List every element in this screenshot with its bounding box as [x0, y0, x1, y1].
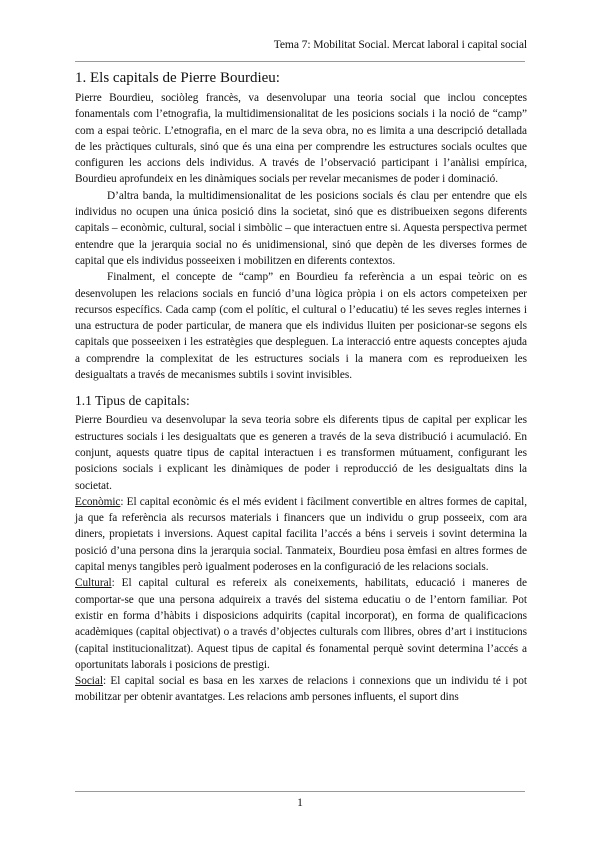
paragraph-field: Finalment, el concepte de “camp” en Bourdieu fa referència a un espai teòric on es desenvolupen les relacions socials en funció d’una lògica pròpia i on els actors competeixen per recursos específics. Cada camp (com el polític, el cultural o l’educatiu) té les seves regles internes i una estructura de poder particular, de manera que els individus lluiten per posicionar-se segons els capitals que posseeixen i les estratègies que despleguen. La interacció entre aquests conceptes ajuda a comprendre la complexitat de les estructures socials i la manera com es reprodueixen les desigualtats a través de mecanismes subtils i sovint invisibles. [75, 271, 527, 382]
footer-divider [75, 791, 525, 792]
capital-economic-item [75, 494, 527, 575]
definition-cultural: : El capital cultural es refereix als coneixements, habilitats, educació i maneres de comportar-se que una persona adquireix a través del sistema educatiu o de l’entorn familiar. Pot existir en forma d’hàbits i disposicions adquirits (capital incorporat), en forma de qualificacions acadèmiques (capital objectivat) o a través d’objectes culturals com llibres, obres d’art i institucions (capital institucionalitzat). Aquest tipus de capital és fonamental perquè sovint determina l’accés a oportunitats laborals i posicions de prestigi. [75, 577, 527, 671]
paragraph-capital-types-intro: Pierre Bourdieu va desenvolupar la seva teoria sobre els diferents tipus de capital per explicar les estructures socials i les desigualtats que es generen a través de la seva distribució i acumulació. En conjunt, aquests quatre tipus de capital interactuen i es transformen mútuament, configurant les posicions socials i explicant les dinàmiques de poder i reproducció de les desigualtats dins la societat. [75, 414, 527, 492]
page-header: Tema 7: Mobilitat Social. Mercat laboral i capital social [273, 38, 527, 51]
subsection-heading-capital-types: 1.1 Tipus de capitals: [75, 393, 190, 409]
section-heading-capitals: 1. Els capitals de Pierre Bourdieu: [75, 70, 280, 86]
document-body [75, 68, 527, 706]
capital-social-item [75, 673, 527, 706]
term-cultural: Cultural [75, 577, 112, 590]
definition-economic: : El capital econòmic és el més evident i fàcilment convertible en altres formes de capital, ja que fa referència als recursos materials i financers que un individu o grup posseeix, com ara diners, propietats i inversions. Aquest capital facilita l’accés a béns i serveis i sovint determina la posició d’una persona dins la jerarquia social. Tanmateix, Bourdieu posa èmfasi en altres formes de capital menys tangibles però igualment poderoses en la configuració de les relacions socials. [75, 495, 527, 574]
paragraph-intro: Pierre Bourdieu, sociòleg francès, va desenvolupar una teoria social que inclou conceptes fonamentals com l’etnografia, la multidimensionalitat de les posicions socials i la noció de “camp” com a espai teòric. L’etnografia, en el marc de la seva obra, no es limita a una descripció detallada de les pràctiques culturals, sinó que és una eina per comprendre les estructures socials ocultes que configuren les accions dels individus. A través de l’observació participant i l’anàlisi empírica, Bourdieu aprofundeix en les dinàmiques socials per revelar mecanismes de poder i dominació. [75, 92, 527, 186]
definition-social: : El capital social es basa en les xarxes de relacions i connexions que un individu té i pot mobilitzar per obtenir avantatges. Les relacions amb persones influents, el suport dins [75, 675, 527, 704]
paragraph-multidimensionality: D’altra banda, la multidimensionalitat de les posicions socials és clau per entendre que els individus no ocupen una única posició dins la societat, sinó que es distribueixen segons diferents capitals – econòmic, cultural, social i simbòlic – que interactuen entre si. Aquesta perspectiva permet entendre que la jerarquia social no és unidimensional, sinó que depèn de les diverses formes de capital que els individus posseeixen i mobilitzen en diferents contextos. [75, 189, 527, 267]
term-economic: Econòmic [75, 495, 121, 508]
page-number: 1 [297, 797, 303, 809]
capital-cultural-item [75, 575, 527, 673]
term-social: Social [75, 675, 103, 688]
header-divider [75, 61, 525, 62]
